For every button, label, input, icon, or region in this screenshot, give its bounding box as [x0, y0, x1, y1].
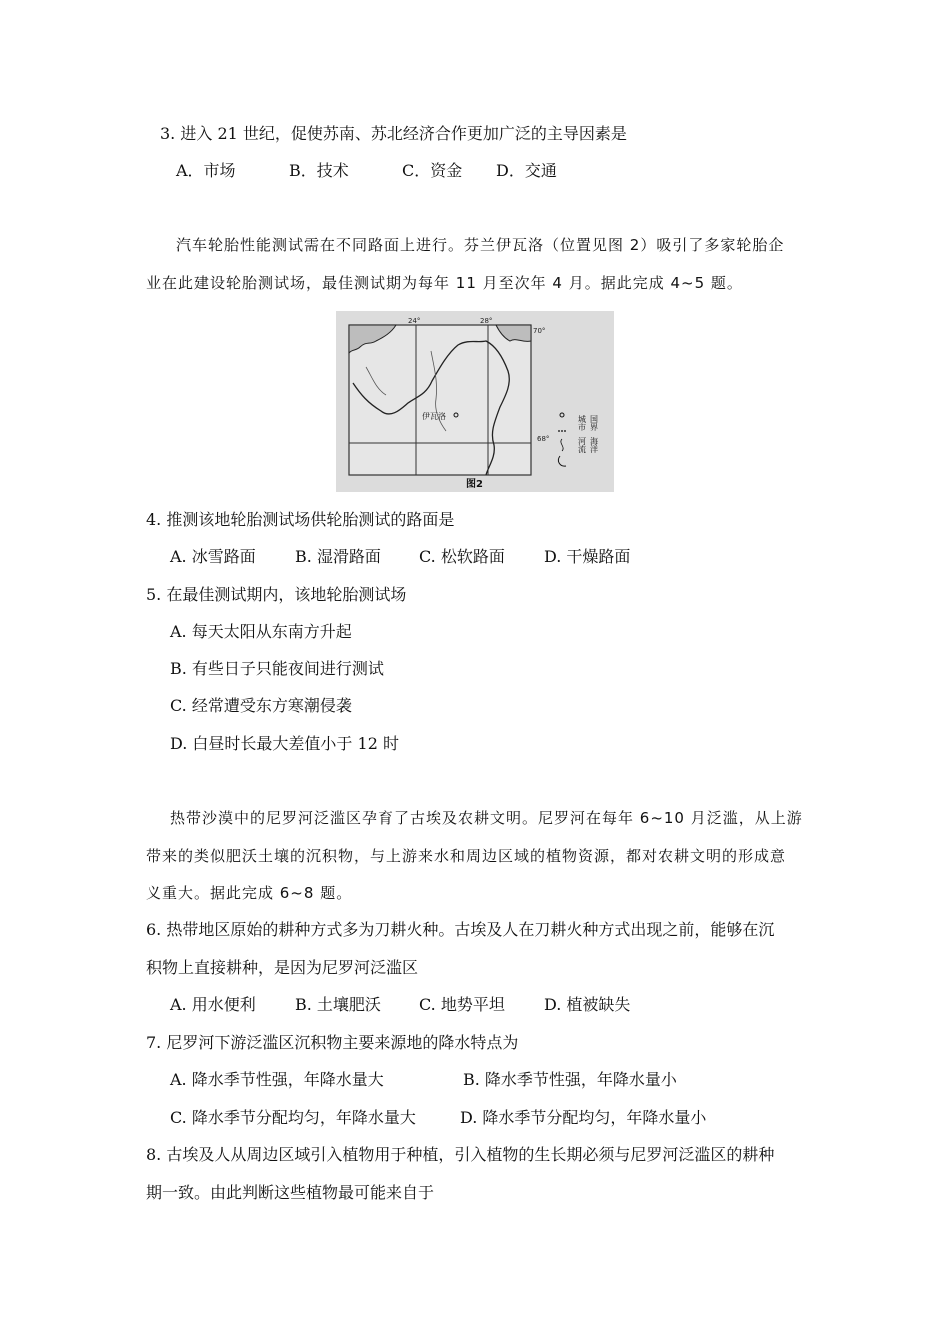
figure-caption: 图2 — [466, 479, 483, 490]
q3-option-a: A．市场 — [176, 161, 236, 180]
figure-2-map — [336, 311, 614, 492]
q7-stem: 7. 尼罗河下游泛滥区沉积物主要来源地的降水特点为 — [146, 1033, 519, 1052]
q4-options — [170, 547, 630, 567]
q4-stem: 4. 推测该地轮胎测试场供轮胎测试的路面是 — [146, 510, 455, 529]
passage1-line2: 业在此建设轮胎测试场，最佳测试期为每年 11 月至次年 4 月。据此完成 4~5 题。 — [146, 274, 743, 292]
lat-label-70: 70° — [533, 327, 546, 335]
q3-stem: 3. 进入 21 世纪，促使苏南、苏北经济合作更加广泛的主导因素是 — [160, 124, 627, 143]
q5-stem: 5. 在最佳测试期内，该地轮胎测试场 — [146, 585, 407, 604]
q4-option-d: D. 干燥路面 — [544, 547, 631, 566]
q6-option-b: B. 土壤肥沃 — [295, 995, 381, 1014]
q6-option-d: D. 植被缺失 — [544, 995, 631, 1014]
q5-option-c: C. 经常遭受东方寒潮侵袭 — [170, 696, 352, 715]
q5-option-a: A. 每天太阳从东南方升起 — [170, 622, 352, 641]
legend-sea-label: 海洋 — [589, 437, 599, 453]
legend-river-label: 河流 — [577, 437, 587, 453]
q8-stem-line2: 期一致。由此判断这些植物最可能来自于 — [146, 1183, 435, 1202]
passage2-line1: 热带沙漠中的尼罗河泛滥区孕育了古埃及农耕文明。尼罗河在每年 6~10 月泛滥，从上游 — [170, 809, 803, 827]
q4-option-a: A. 冰雪路面 — [170, 547, 256, 566]
city-ivalo-label: 伊瓦洛 — [422, 412, 446, 421]
legend-border-label: 国界 — [589, 415, 599, 431]
q3-option-b: B．技术 — [289, 161, 349, 180]
q4-option-b: B. 湿滑路面 — [295, 547, 381, 566]
passage2-line2: 带来的类似肥沃土壤的沉积物，与上游来水和周边区域的植物资源，都对农耕文明的形成意 — [146, 847, 787, 865]
q6-option-c: C. 地势平坦 — [419, 995, 505, 1014]
lat-label-68: 68° — [537, 435, 550, 443]
q3-options — [176, 161, 557, 181]
q6-stem-line1: 6. 热带地区原始的耕种方式多为刀耕火种。古埃及人在刀耕火种方式出现之前，能够在沉 — [146, 920, 775, 939]
q7-option-b: B. 降水季节性强，年降水量小 — [463, 1070, 677, 1089]
lon-label-28: 28° — [480, 317, 493, 325]
q6-options — [170, 995, 630, 1015]
passage1-line1: 汽车轮胎性能测试需在不同路面上进行。芬兰伊瓦洛（位置见图 2）吸引了多家轮胎企 — [176, 236, 785, 254]
q7-options-row1 — [170, 1070, 677, 1090]
q7-option-a: A. 降水季节性强，年降水量大 — [170, 1070, 384, 1089]
q4-option-c: C. 松软路面 — [419, 547, 505, 566]
legend-city-label: 城市 — [577, 415, 587, 431]
q6-option-a: A. 用水便利 — [170, 995, 256, 1014]
passage2-line3: 义重大。据此完成 6~8 题。 — [146, 884, 353, 902]
map-svg — [336, 311, 614, 492]
q7-option-c: C. 降水季节分配均匀，年降水量大 — [170, 1108, 416, 1127]
q5-option-d: D. 白昼时长最大差值小于 12 时 — [170, 734, 399, 753]
q3-option-d: D．交通 — [496, 161, 557, 180]
lon-label-24: 24° — [408, 317, 421, 325]
q6-stem-line2: 积物上直接耕种，是因为尼罗河泛滥区 — [146, 958, 419, 977]
q3-option-c: C．资金 — [402, 161, 463, 180]
q5-option-b: B. 有些日子只能夜间进行测试 — [170, 659, 384, 678]
q7-options-row2 — [170, 1108, 706, 1128]
q7-option-d: D. 降水季节分配均匀，年降水量小 — [460, 1108, 707, 1127]
q8-stem-line1: 8. 古埃及人从周边区域引入植物用于种植，引入植物的生长期必须与尼罗河泛滥区的耕种 — [146, 1145, 775, 1164]
